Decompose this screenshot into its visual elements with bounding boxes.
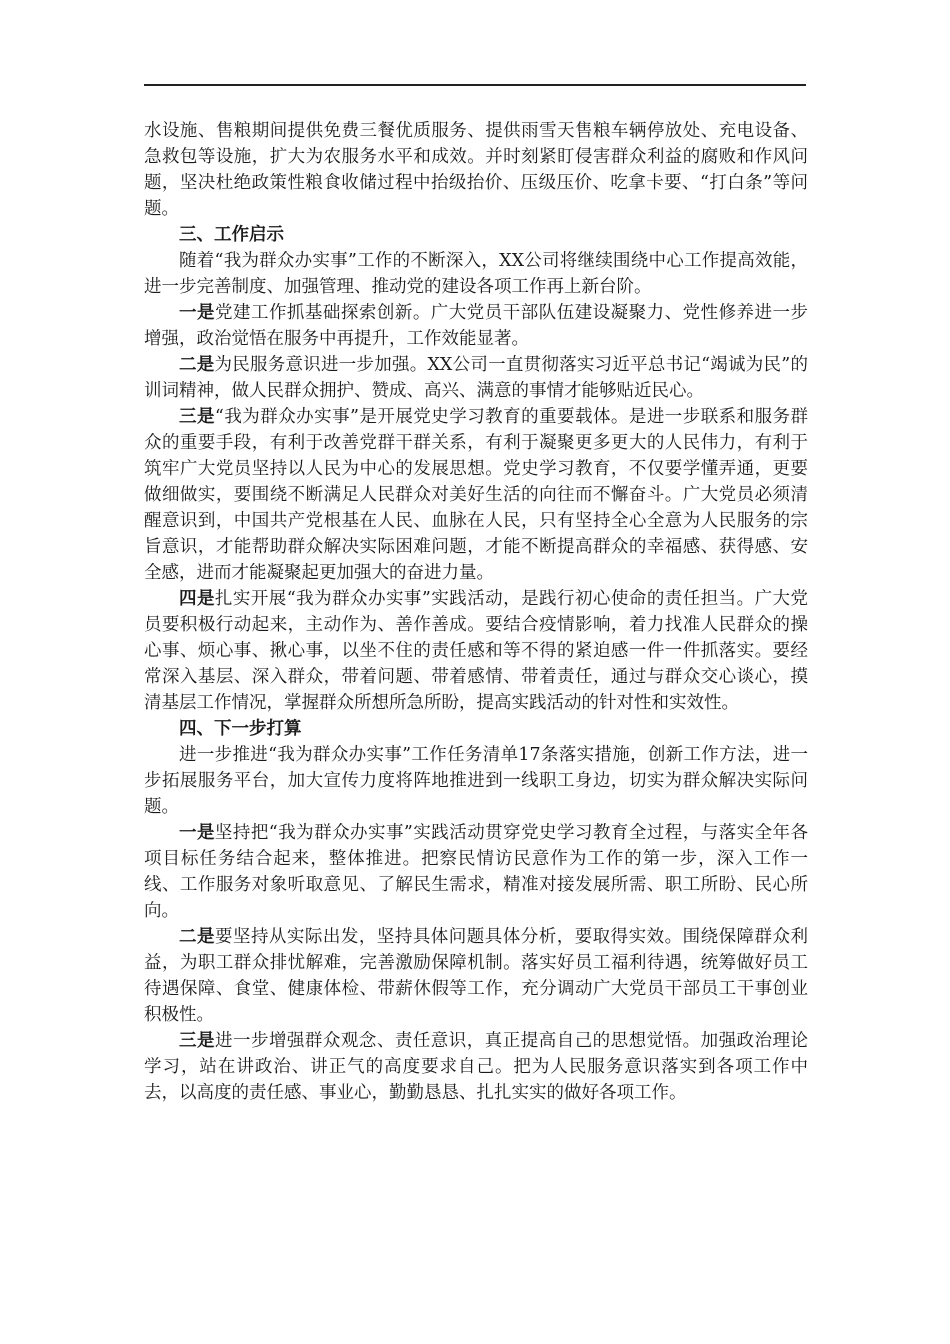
point-lead: 一是	[179, 303, 215, 323]
point-text: 扎实开展“我为群众办实事”实践活动，是践行初心使命的责任担当。广大党员要积极行动起来，主动作为、善作善成。要结合疫情影响，着力找准人民群众的操心事、烦心事、揪心事，以坐不住的责任感和等不得的紧迫感一件一件抓落实。要经常深入基层、深入群众，带着问题、带着感情、带着责任，通过与群众交心谈心，摸清基层工作情况，掌握群众所想所急所盼，提高实践活动的针对性和实效性。	[144, 589, 809, 713]
point-lead: 四是	[179, 589, 215, 609]
section-3-point-3	[144, 404, 808, 586]
section-3-point-1	[144, 300, 808, 352]
point-text: 党建工作抓基础探索创新。广大党员干部队伍建设凝聚力、党性修养进一步增强，政治觉悟在服务中再提升，工作效能显著。	[144, 303, 809, 349]
point-text: 坚持把“我为群众办实事”实践活动贯穿党史学习教育全过程，与落实全年各项目标任务结合起来，整体推进。把察民情访民意作为工作的第一步，深入工作一线、工作服务对象听取意见、了解民生需求，精准对接发展所需、职工所盼、民心所向。	[144, 823, 809, 921]
section-3-intro: 随着“我为群众办实事”工作的不断深入，XX公司将继续围绕中心工作提高效能，进一步完善制度、加强管理、推动党的建设各项工作再上新台阶。	[144, 251, 808, 297]
point-text: 为民服务意识进一步加强。XX公司一直贯彻落实习近平总书记“竭诚为民”的训词精神，做人民群众拥护、赞成、高兴、满意的事情才能够贴近民心。	[144, 355, 808, 401]
header-rule	[144, 84, 806, 86]
section-heading-4: 四、下一步打算	[179, 719, 302, 739]
section-4-intro: 进一步推进“我为群众办实事”工作任务清单17条落实措施，创新工作方法，进一步拓展服务平台，加大宣传力度将阵地推进到一线职工身边，切实为群众解决实际问题。	[144, 745, 808, 817]
section-3-point-4	[144, 586, 808, 716]
section-3-point-2	[144, 352, 808, 404]
point-lead: 一是	[179, 823, 215, 843]
document-body	[144, 118, 808, 1106]
point-lead: 二是	[179, 927, 215, 947]
point-lead: 三是	[179, 407, 215, 427]
section-4-point-1	[144, 820, 808, 924]
section-heading-3: 三、工作启示	[179, 225, 284, 245]
point-text: 要坚持从实际出发，坚持具体问题具体分析，要取得实效。围绕保障群众利益，为职工群众排忧解难，完善激励保障机制。落实好员工福利待遇，统筹做好员工待遇保障、食堂、健康体检、带薪休假等工作，充分调动广大党员干部员工干事创业积极性。	[144, 927, 809, 1025]
point-lead: 二是	[179, 355, 215, 375]
section-4-point-3	[144, 1028, 808, 1106]
point-text: “我为群众办实事”是开展党史学习教育的重要载体。是进一步联系和服务群众的重要手段，有利于改善党群干群关系，有利于凝聚更多更大的人民伟力，有利于筑牢广大党员坚持以人民为中心的发展思想。党史学习教育，不仅要学懂弄通，更要做细做实，要围绕不断满足人民群众对美好生活的向往而不懈奋斗。广大党员必须清醒意识到，中国共产党根基在人民、血脉在人民，只有坚持全心全意为人民服务的宗旨意识，才能帮助群众解决实际困难问题，才能不断提高群众的幸福感、获得感、安全感，进而才能凝聚起更加强大的奋进力量。	[144, 407, 809, 583]
point-text: 进一步增强群众观念、责任意识，真正提高自己的思想觉悟。加强政治理论学习，站在讲政治、讲正气的高度要求自己。把为人民服务意识落实到各项工作中去，以高度的责任感、事业心，勤勤恳恳、扎扎实实的做好各项工作。	[144, 1031, 809, 1103]
continuation-paragraph: 水设施、售粮期间提供免费三餐优质服务、提供雨雪天售粮车辆停放处、充电设备、急救包等设施，扩大为农服务水平和成效。并时刻紧盯侵害群众利益的腐败和作风问题，坚决杜绝政策性粮食收储过程中抬级抬价、压级压价、吃拿卡要、“打白条”等问题。	[144, 121, 808, 219]
point-lead: 三是	[179, 1031, 215, 1051]
section-4-point-2	[144, 924, 808, 1028]
